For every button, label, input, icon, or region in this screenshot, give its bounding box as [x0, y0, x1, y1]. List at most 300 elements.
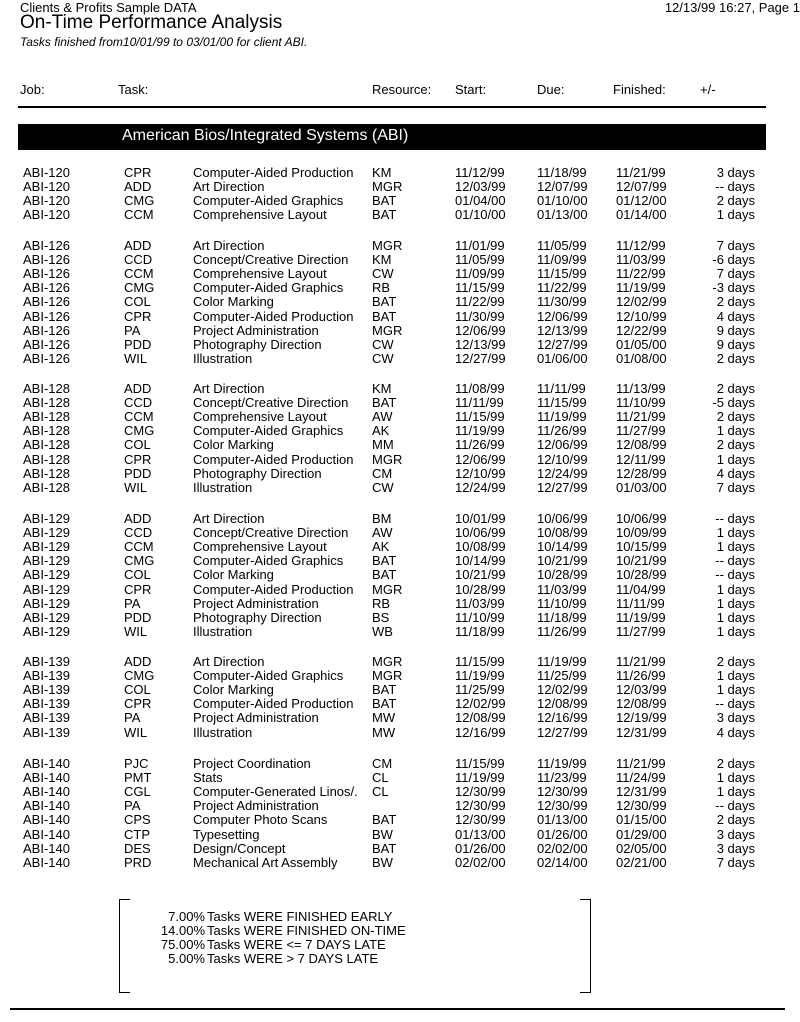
finished-date-cell: 10/09/99 — [616, 525, 667, 541]
variance-cell: 7 days — [716, 479, 755, 495]
task-code-cell: CCM — [124, 539, 154, 555]
due-date-cell: 11/03/99 — [537, 581, 587, 597]
task-name-cell: Project Administration — [193, 799, 319, 814]
table-row — [0, 438, 800, 452]
summary-text: Tasks WERE <= 7 DAYS LATE — [207, 937, 386, 952]
due-date-cell: 11/18/99 — [537, 165, 587, 180]
task-name-cell: Design/Concept — [193, 841, 286, 856]
finished-date-cell: 11/26/99 — [616, 668, 666, 684]
due-date-cell: 10/14/99 — [537, 539, 588, 555]
due-date-cell: 01/13/00 — [537, 207, 588, 223]
summary-text: Tasks WERE FINISHED EARLY — [207, 909, 393, 924]
task-name-cell: Comprehensive Layout — [193, 410, 327, 425]
finished-date-cell: 11/21/99 — [616, 409, 666, 425]
task-name-cell: Color Marking — [193, 295, 274, 310]
task-name-cell: Stats — [193, 771, 223, 786]
variance-cell: 1 days — [716, 623, 755, 639]
variance-cell: 7 days — [716, 238, 755, 253]
finished-date-cell: 10/28/99 — [616, 567, 667, 583]
resource-cell: CM — [372, 465, 393, 481]
finished-date-cell: 10/15/99 — [616, 539, 667, 555]
task-name-cell: Project Administration — [193, 323, 319, 338]
finished-date-cell: 01/05/00 — [616, 336, 667, 352]
table-row — [0, 267, 800, 281]
due-date-cell: 12/07/99 — [537, 179, 588, 195]
due-date-cell: 10/06/99 — [537, 511, 588, 526]
due-date-cell: 01/26/00 — [537, 826, 588, 842]
variance-cell: 9 days — [716, 336, 755, 352]
table-row — [0, 771, 800, 785]
start-date-cell: 01/13/00 — [455, 826, 506, 842]
summary-line — [119, 938, 591, 952]
due-date-cell: 11/09/99 — [537, 252, 587, 268]
resource-cell: BAT — [372, 395, 397, 411]
resource-cell: BAT — [372, 812, 397, 828]
resource-cell: BM — [372, 511, 392, 526]
task-code-cell: CCM — [124, 207, 154, 223]
job-cell: ABI-128 — [23, 479, 70, 495]
start-date-cell: 11/18/99 — [455, 623, 505, 639]
job-cell: ABI-139 — [23, 696, 70, 712]
due-date-cell: 12/27/99 — [537, 479, 588, 495]
task-name-cell: Computer-Aided Production — [193, 166, 354, 180]
resource-cell: KM — [372, 252, 392, 268]
task-code-cell: PJC — [124, 756, 149, 771]
task-name-cell: Art Direction — [193, 512, 265, 526]
start-date-cell: 10/14/99 — [455, 553, 506, 569]
job-cell: ABI-139 — [23, 710, 70, 726]
start-date-cell: 10/06/99 — [455, 525, 506, 541]
table-row — [0, 625, 800, 639]
due-date-cell: 01/10/00 — [537, 193, 588, 209]
due-date-cell: 02/02/00 — [537, 840, 588, 856]
task-code-cell: WIL — [124, 623, 148, 639]
due-date-cell: 11/19/99 — [537, 756, 587, 771]
task-code-cell: CPS — [124, 812, 151, 828]
due-date-cell: 12/08/99 — [537, 696, 588, 712]
task-code-cell: CGL — [124, 784, 151, 800]
table-row — [0, 512, 800, 526]
due-date-cell: 10/08/99 — [537, 525, 588, 541]
task-name-cell: Computer-Aided Production — [193, 309, 354, 324]
start-date-cell: 02/02/00 — [455, 854, 506, 870]
finished-date-cell: 12/11/99 — [616, 451, 666, 467]
variance-cell: -- days — [715, 511, 755, 526]
variance-cell: 2 days — [716, 756, 755, 771]
job-cell: ABI-140 — [23, 770, 70, 786]
due-date-cell: 12/06/99 — [537, 437, 588, 453]
job-cell: ABI-126 — [23, 350, 70, 366]
table-row — [0, 467, 800, 481]
table-row — [0, 526, 800, 540]
task-name-cell: Color Marking — [193, 568, 274, 583]
task-code-cell: CMG — [124, 668, 155, 684]
due-date-cell: 12/02/99 — [537, 682, 588, 698]
job-cell: ABI-120 — [23, 193, 70, 209]
resource-cell: AK — [372, 423, 390, 439]
col-job: Job: — [20, 82, 45, 97]
finished-date-cell: 01/08/00 — [616, 350, 667, 366]
summary-line — [119, 924, 591, 938]
variance-cell: 3 days — [716, 840, 755, 856]
job-cell: ABI-140 — [23, 812, 70, 828]
variance-cell: 1 days — [716, 609, 755, 625]
due-date-cell: 02/14/00 — [537, 854, 588, 870]
due-date-cell: 11/19/99 — [537, 654, 587, 669]
resource-cell: RB — [372, 280, 391, 296]
job-cell: ABI-128 — [23, 423, 70, 439]
table-row — [0, 194, 800, 208]
due-date-cell: 12/27/99 — [537, 336, 588, 352]
due-date-cell: 11/30/99 — [537, 294, 587, 310]
finished-date-cell: 02/21/00 — [616, 854, 667, 870]
start-date-cell: 11/25/99 — [455, 682, 505, 698]
finished-date-cell: 10/06/99 — [616, 511, 667, 526]
finished-date-cell: 10/21/99 — [616, 553, 667, 569]
variance-cell: 1 days — [716, 207, 755, 223]
task-code-cell: CMG — [124, 553, 155, 569]
table-row — [0, 583, 800, 597]
start-date-cell: 11/11/99 — [455, 395, 504, 411]
task-code-cell: PA — [124, 595, 141, 611]
resource-cell: CW — [372, 336, 394, 352]
resource-cell: KM — [372, 381, 392, 396]
variance-cell: 1 days — [716, 668, 755, 684]
resource-cell: CL — [372, 770, 389, 786]
start-date-cell: 12/16/99 — [455, 724, 506, 740]
table-row — [0, 453, 800, 467]
table-row — [0, 828, 800, 842]
table-row — [0, 396, 800, 410]
due-date-cell: 10/28/99 — [537, 567, 588, 583]
task-name-cell: Project Administration — [193, 711, 319, 726]
start-date-cell: 11/19/99 — [455, 668, 505, 684]
task-code-cell: ADD — [124, 179, 152, 195]
table-row — [0, 239, 800, 253]
finished-date-cell: 01/12/00 — [616, 193, 667, 209]
finished-date-cell: 11/04/99 — [616, 581, 666, 597]
table-row — [0, 324, 800, 338]
start-date-cell: 12/30/99 — [455, 798, 506, 814]
resource-cell: CW — [372, 350, 394, 366]
resource-cell: CW — [372, 479, 394, 495]
resource-cell: MW — [372, 724, 396, 740]
print-date-page: 12/13/99 16:27, Page 1 — [664, 0, 800, 15]
job-cell: ABI-129 — [23, 553, 70, 569]
variance-cell: 1 days — [716, 770, 755, 786]
variance-cell: 1 days — [716, 525, 755, 541]
job-cell: ABI-129 — [23, 511, 70, 526]
resource-cell: BW — [372, 826, 393, 842]
start-date-cell: 11/15/99 — [455, 280, 505, 296]
finished-date-cell: 12/03/99 — [616, 682, 667, 698]
task-code-cell: ADD — [124, 381, 152, 396]
start-date-cell: 11/10/99 — [455, 609, 505, 625]
finished-date-cell: 11/19/99 — [616, 609, 666, 625]
summary-percent: 7.00% — [168, 909, 205, 924]
task-code-cell: COL — [124, 437, 151, 453]
app-name: Clients & Profits Sample DATA — [20, 0, 197, 15]
start-date-cell: 12/08/99 — [455, 710, 506, 726]
start-date-cell: 12/24/99 — [455, 479, 506, 495]
variance-cell: 2 days — [716, 654, 755, 669]
start-date-cell: 11/05/99 — [455, 252, 505, 268]
due-date-cell: 01/06/00 — [537, 350, 588, 366]
due-date-cell: 11/05/99 — [537, 238, 587, 253]
resource-cell: MGR — [372, 654, 403, 669]
variance-cell: 1 days — [716, 784, 755, 800]
resource-cell: BAT — [372, 193, 397, 209]
finished-date-cell: 12/02/99 — [616, 294, 667, 310]
task-name-cell: Computer-Generated Linos/. — [193, 785, 358, 800]
table-row — [0, 424, 800, 438]
variance-cell: -3 days — [712, 280, 755, 296]
task-name-cell: Art Direction — [193, 239, 265, 253]
due-date-cell: 12/24/99 — [537, 465, 588, 481]
table-row — [0, 295, 800, 309]
start-date-cell: 11/08/99 — [455, 381, 505, 396]
task-name-cell: Illustration — [193, 624, 253, 639]
task-name-cell: Art Direction — [193, 655, 265, 669]
resource-cell: BAT — [372, 696, 397, 712]
start-date-cell: 11/30/99 — [455, 308, 505, 324]
table-row — [0, 382, 800, 396]
task-code-cell: PDD — [124, 609, 152, 625]
table-row — [0, 799, 800, 813]
footer-rule — [10, 1008, 785, 1010]
variance-cell: 2 days — [716, 193, 755, 209]
start-date-cell: 11/15/99 — [455, 409, 505, 425]
task-name-cell: Computer-Aided Production — [193, 697, 354, 712]
client-name: American Bios/Integrated Systems (ABI) — [122, 127, 409, 144]
resource-cell: CL — [372, 784, 389, 800]
resource-cell: MGR — [372, 668, 403, 684]
task-name-cell: Computer-Aided Graphics — [193, 669, 344, 684]
start-date-cell: 10/01/99 — [455, 511, 506, 526]
job-cell: ABI-139 — [23, 668, 70, 684]
task-code-cell: PA — [124, 322, 141, 338]
variance-cell: 1 days — [716, 595, 755, 611]
variance-cell: 2 days — [716, 381, 755, 396]
task-name-cell: Computer-Aided Graphics — [193, 194, 344, 209]
summary-line — [119, 910, 591, 924]
task-code-cell: CPR — [124, 165, 152, 180]
job-cell: ABI-128 — [23, 395, 70, 411]
task-code-cell: CPR — [124, 696, 152, 712]
task-code-cell: CCD — [124, 525, 153, 541]
finished-date-cell: 11/21/99 — [616, 165, 666, 180]
due-date-cell: 12/30/99 — [537, 798, 588, 814]
resource-cell: CW — [372, 266, 394, 282]
task-name-cell: Mechanical Art Assembly — [193, 855, 338, 870]
variance-cell: 2 days — [716, 409, 755, 425]
start-date-cell: 10/08/99 — [455, 539, 506, 555]
due-date-cell: 01/13/00 — [537, 812, 588, 828]
job-cell: ABI-126 — [23, 280, 70, 296]
table-row — [0, 711, 800, 725]
summary-text: Tasks WERE > 7 DAYS LATE — [207, 951, 379, 966]
job-cell: ABI-129 — [23, 623, 70, 639]
due-date-cell: 11/18/99 — [537, 609, 587, 625]
task-code-cell: CPR — [124, 581, 152, 597]
resource-cell: MM — [372, 437, 394, 453]
col-resource: Resource: — [372, 82, 432, 97]
task-name-cell: Color Marking — [193, 683, 274, 698]
job-cell: ABI-128 — [23, 381, 70, 396]
task-code-cell: CCD — [124, 395, 153, 411]
job-cell: ABI-139 — [23, 682, 70, 698]
variance-cell: 3 days — [716, 165, 755, 180]
task-code-cell: WIL — [124, 350, 148, 366]
start-date-cell: 01/26/00 — [455, 840, 506, 856]
job-cell: ABI-120 — [23, 165, 70, 180]
start-date-cell: 12/30/99 — [455, 784, 506, 800]
table-row — [0, 726, 800, 740]
table-row — [0, 842, 800, 856]
job-cell: ABI-140 — [23, 756, 70, 771]
task-name-cell: Photography Direction — [193, 466, 322, 481]
resource-cell: AW — [372, 525, 393, 541]
resource-cell: BW — [372, 854, 393, 870]
job-cell: ABI-140 — [23, 826, 70, 842]
col-due: Due: — [537, 82, 565, 97]
job-cell: ABI-128 — [23, 451, 70, 467]
variance-cell: -- days — [715, 798, 755, 814]
summary-percent: 5.00% — [168, 951, 205, 966]
table-row — [0, 180, 800, 194]
finished-date-cell: 11/22/99 — [616, 266, 666, 282]
col-start: Start: — [455, 82, 487, 97]
finished-date-cell: 12/19/99 — [616, 710, 667, 726]
task-name-cell: Computer-Aided Production — [193, 452, 354, 467]
start-date-cell: 12/03/99 — [455, 179, 506, 195]
finished-date-cell: 01/03/00 — [616, 479, 667, 495]
task-name-cell: Photography Direction — [193, 337, 322, 352]
table-row — [0, 655, 800, 669]
task-code-cell: ADD — [124, 511, 152, 526]
table-row — [0, 554, 800, 568]
summary-percent: 14.00% — [160, 923, 205, 938]
resource-cell: RB — [372, 595, 391, 611]
summary-percent: 75.00% — [160, 937, 205, 952]
job-cell: ABI-128 — [23, 437, 70, 453]
due-date-cell: 11/19/99 — [537, 409, 587, 425]
task-code-cell: COL — [124, 567, 151, 583]
resource-cell: CM — [372, 756, 393, 771]
report-subtitle: Tasks finished from10/01/99 to 03/01/00 for client ABI. — [20, 35, 308, 49]
resource-cell: BAT — [372, 567, 397, 583]
job-cell: ABI-139 — [23, 654, 70, 669]
table-row — [0, 611, 800, 625]
variance-cell: 1 days — [716, 539, 755, 555]
task-code-cell: PA — [124, 798, 141, 814]
start-date-cell: 11/01/99 — [455, 238, 505, 253]
finished-date-cell: 12/31/99 — [616, 784, 667, 800]
finished-date-cell: 01/15/00 — [616, 812, 667, 828]
variance-cell: 1 days — [716, 682, 755, 698]
start-date-cell: 12/06/99 — [455, 451, 506, 467]
task-code-cell: PMT — [124, 770, 152, 786]
due-date-cell: 12/13/99 — [537, 322, 588, 338]
task-name-cell: Comprehensive Layout — [193, 208, 327, 223]
job-cell: ABI-120 — [23, 179, 70, 195]
variance-cell: 4 days — [716, 308, 755, 324]
resource-cell: BAT — [372, 207, 397, 223]
finished-date-cell: 12/28/99 — [616, 465, 667, 481]
task-name-cell: Color Marking — [193, 438, 274, 453]
task-code-cell: PA — [124, 710, 141, 726]
variance-cell: 2 days — [716, 350, 755, 366]
task-name-cell: Computer-Aided Production — [193, 582, 354, 597]
task-code-cell: WIL — [124, 724, 148, 740]
task-name-cell: Concept/Creative Direction — [193, 396, 349, 411]
table-row — [0, 540, 800, 554]
job-cell: ABI-129 — [23, 609, 70, 625]
job-cell: ABI-129 — [23, 539, 70, 555]
start-date-cell: 11/19/99 — [455, 770, 505, 786]
job-cell: ABI-126 — [23, 252, 70, 268]
finished-date-cell: 11/27/99 — [616, 423, 666, 439]
task-code-cell: CPR — [124, 308, 152, 324]
finished-date-cell: 12/22/99 — [616, 322, 667, 338]
variance-cell: -- days — [715, 553, 755, 569]
finished-date-cell: 12/08/99 — [616, 437, 667, 453]
finished-date-cell: 11/27/99 — [616, 623, 666, 639]
resource-cell: MGR — [372, 451, 403, 467]
finished-date-cell: 11/10/99 — [616, 395, 666, 411]
resource-cell: BS — [372, 609, 390, 625]
task-code-cell: CPR — [124, 451, 152, 467]
table-row — [0, 481, 800, 495]
job-cell: ABI-126 — [23, 308, 70, 324]
due-date-cell: 11/15/99 — [537, 266, 587, 282]
due-date-cell: 12/10/99 — [537, 451, 588, 467]
finished-date-cell: 11/21/99 — [616, 756, 666, 771]
finished-date-cell: 11/03/99 — [616, 252, 666, 268]
task-name-cell: Computer-Aided Graphics — [193, 424, 344, 439]
due-date-cell: 11/23/99 — [537, 770, 587, 786]
table-row — [0, 310, 800, 324]
variance-cell: 4 days — [716, 465, 755, 481]
start-date-cell: 10/28/99 — [455, 581, 506, 597]
due-date-cell: 11/26/99 — [537, 623, 587, 639]
resource-cell: BAT — [372, 682, 397, 698]
resource-cell: BAT — [372, 553, 397, 569]
due-date-cell: 11/15/99 — [537, 395, 587, 411]
task-code-cell: PDD — [124, 465, 152, 481]
variance-cell: 3 days — [716, 826, 755, 842]
summary-box — [119, 899, 591, 993]
table-row — [0, 683, 800, 697]
start-date-cell: 11/19/99 — [455, 423, 505, 439]
task-code-cell: ADD — [124, 238, 152, 253]
start-date-cell: 11/03/99 — [455, 595, 505, 611]
variance-cell: 7 days — [716, 854, 755, 870]
task-name-cell: Project Coordination — [193, 757, 311, 771]
finished-date-cell: 11/13/99 — [616, 381, 666, 396]
job-cell: ABI-139 — [23, 724, 70, 740]
table-row — [0, 669, 800, 683]
job-cell: ABI-129 — [23, 595, 70, 611]
due-date-cell: 11/10/99 — [537, 595, 587, 611]
report-title: On-Time Performance Analysis — [20, 12, 283, 33]
task-name-cell: Illustration — [193, 351, 253, 366]
task-name-cell: Computer-Aided Graphics — [193, 281, 344, 296]
task-name-cell: Typesetting — [193, 827, 260, 842]
start-date-cell: 12/06/99 — [455, 322, 506, 338]
variance-cell: 4 days — [716, 724, 755, 740]
task-code-cell: CMG — [124, 280, 155, 296]
